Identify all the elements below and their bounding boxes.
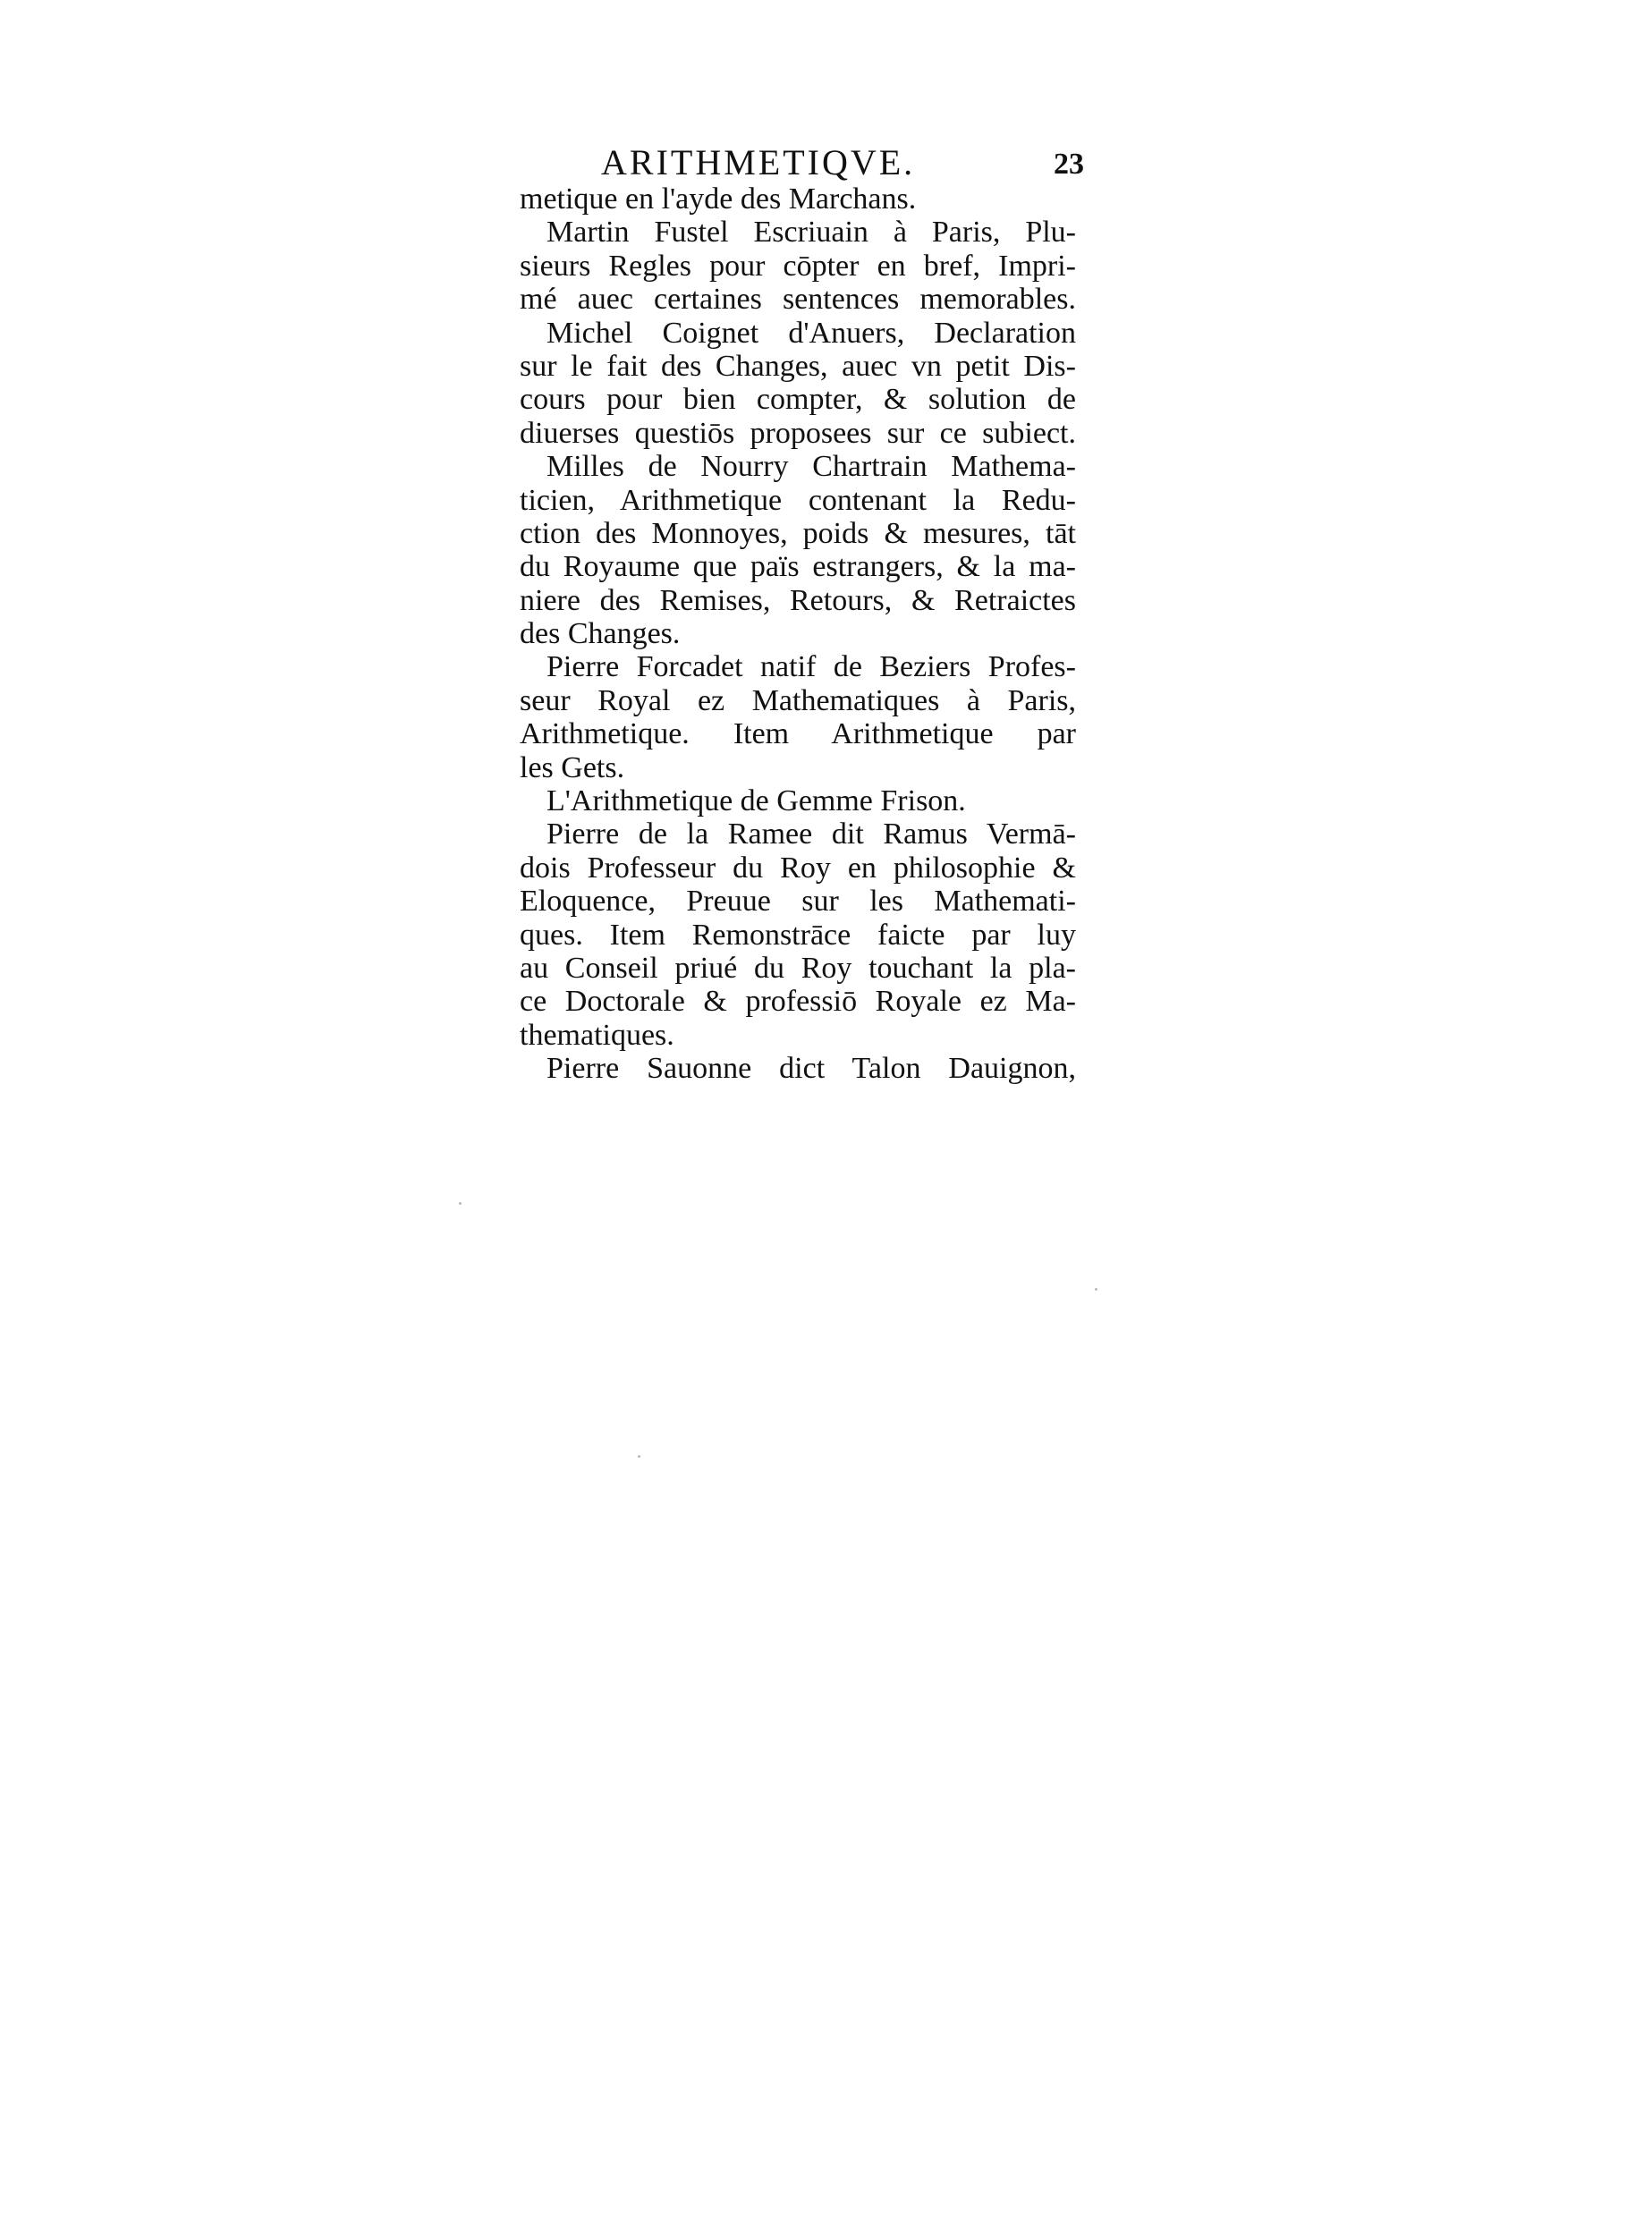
body-text bbox=[520, 182, 1076, 1086]
text-line: sur le fait des Changes, auec vn petit Dis- bbox=[520, 349, 1076, 383]
text-line: Martin Fustel Escriuain à Paris, Plu- bbox=[546, 216, 1076, 250]
text-line: niere des Remises, Retours, & Retraictes bbox=[520, 583, 1076, 617]
text-line: du Royaume que païs estrangers, & la ma- bbox=[520, 550, 1076, 584]
text-line: ticien, Arithmetique contenant la Redu- bbox=[520, 483, 1076, 517]
text-line: metique en l'ayde des Marchans. bbox=[520, 182, 917, 216]
text-line: Arithmetique. Item Arithmetique par bbox=[520, 717, 1076, 751]
text-line: des Changes. bbox=[520, 617, 681, 651]
text-line: L'Arithmetique de Gemme Frison. bbox=[546, 784, 966, 818]
text-line: Pierre Sauonne dict Talon Dauignon, bbox=[546, 1052, 1076, 1086]
text-line: ce Doctorale & professiō Royale ez Ma- bbox=[520, 985, 1076, 1019]
text-line: les Gets. bbox=[520, 750, 625, 784]
text-line: diuerses questiōs proposees sur ce subiect. bbox=[520, 416, 1076, 450]
text-line: au Conseil priué du Roy touchant la pla- bbox=[520, 951, 1076, 985]
text-line: Pierre Forcadet natif de Beziers Profes- bbox=[546, 650, 1076, 684]
paper-speck bbox=[1095, 1288, 1097, 1291]
running-head: ARITHMETIQVE. bbox=[601, 142, 916, 182]
paper-speck bbox=[638, 1455, 640, 1458]
text-line: seur Royal ez Mathematiques à Paris, bbox=[520, 683, 1076, 717]
text-line: thematiques. bbox=[520, 1018, 674, 1052]
page-header bbox=[601, 138, 1084, 188]
text-line: Pierre de la Ramee dit Ramus Vermā- bbox=[546, 817, 1076, 851]
text-line: ction des Monnoyes, poids & mesures, tāt bbox=[520, 516, 1076, 550]
text-line: Michel Coignet d'Anuers, Declaration bbox=[546, 316, 1076, 350]
text-line: cours pour bien compter, & solution de bbox=[520, 383, 1076, 417]
paper-speck bbox=[459, 1202, 462, 1205]
text-line: dois Professeur du Roy en philosophie & bbox=[520, 851, 1076, 885]
text-line: ques. Item Remonstrāce faicte par luy bbox=[520, 918, 1076, 952]
text-line: sieurs Regles pour cōpter en bref, Impri- bbox=[520, 249, 1076, 283]
text-line: mé auec certaines sentences memorables. bbox=[520, 283, 1076, 317]
text-line: Milles de Nourry Chartrain Mathema- bbox=[546, 450, 1076, 484]
text-line: Eloquence, Preuue sur les Mathemati- bbox=[520, 885, 1076, 919]
page-number: 23 bbox=[1054, 148, 1084, 181]
